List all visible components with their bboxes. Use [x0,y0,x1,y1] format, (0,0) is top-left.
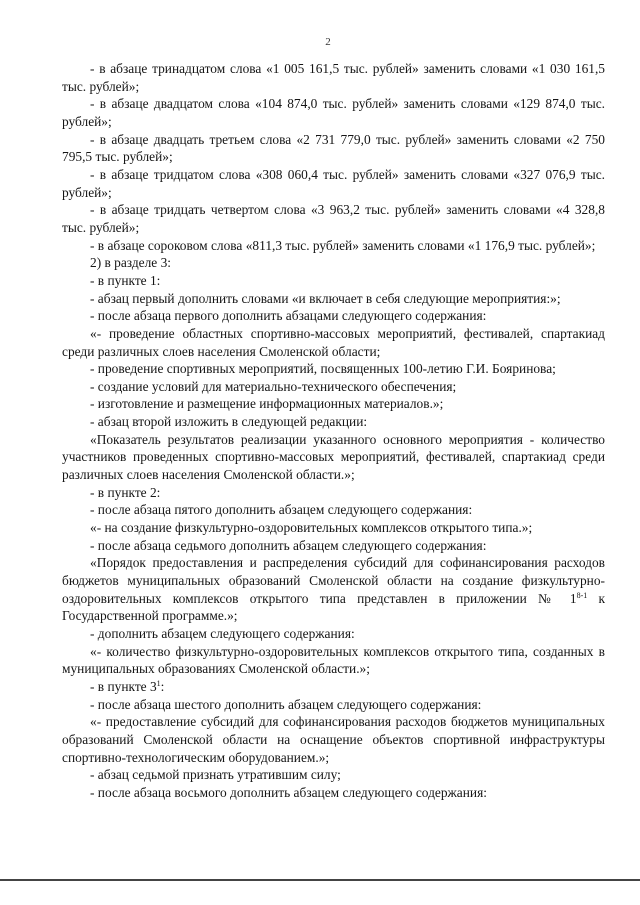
paragraph: - абзац второй изложить в следующей редакции: [90,414,368,430]
paragraph: - абзац первый дополнить словами «и включает в себя следующие мероприятия:»; [90,290,561,306]
paragraph: - проведение спортивных мероприятий, посвященных 100-летию Г.И. Бояринова; [90,361,556,377]
paragraph: «- проведение областных спортивно-массовых мероприятий, фестивалей, спартакиад среди различных слоев населения Смоленской области; [62,325,605,359]
paragraph: 2) в разделе 3: [90,255,172,271]
paragraph: - в абзаце двадцатом слова «104 874,0 тыс. рублей» заменить словами «129 874,0 тыс. рублей»; [62,96,605,129]
order-text-end: к Государственной программе.»; [62,590,605,624]
paragraph: - после абзаца восьмого дополнить абзацем следующего содержания: [90,784,487,800]
paragraph: - в абзаце сороковом слова «811,3 тыс. рублей» заменить словами «1 176,9 тыс. рублей»; [90,237,596,253]
paragraph: - в пункте 1: [90,272,161,288]
point3-paragraph [62,678,605,696]
order-paragraph [62,554,605,625]
paragraph: - после абзаца шестого дополнить абзацем следующего содержания: [90,696,482,712]
paragraph: - в абзаце тридцать четвертом слова «3 963,2 тыс. рублей» заменить словами «4 328,8 тыс. рублей»; [62,202,605,235]
paragraph: - абзац седьмой признать утратившим силу; [90,767,341,783]
paragraph: - в абзаце двадцать третьем слова «2 731 779,0 тыс. рублей» заменить словами «2 750 795,5 тыс. рублей»; [62,131,605,165]
paragraph: - в пункте 2: [90,484,161,500]
paragraph: «Показатель результатов реализации указанного основного мероприятия - количество участников проведенных спортивно-массовых мероприятий, фестивалей, спартакиад среди различных слоев населения Смоленской области.»; [62,431,605,483]
paragraph: «- предоставление субсидий для софинансирования расходов бюджетов муниципальных образований Смоленской области на оснащение объектов спортивной инфраструктуры спортивно-технологическим оборудованием.»; [62,714,605,765]
paragraph: - после абзаца пятого дополнить абзацем следующего содержания: [90,502,473,518]
point3-superscript: 1 [156,678,161,688]
document-body [62,60,605,802]
paragraph: - создание условий для материально-технического обеспечения; [90,378,457,394]
page-number: 2 [325,36,331,48]
scan-edge-line [0,879,640,881]
paragraph: - дополнить абзацем следующего содержания: [90,626,355,641]
paragraph: - изготовление и размещение информационных материалов.»; [90,396,444,412]
paragraph: «- на создание физкультурно-оздоровительных комплексов открытого типа.»; [90,520,533,536]
point3-text: - в пункте 3 [90,678,157,694]
paragraph: «- количество физкультурно-оздоровительных комплексов открытого типа, созданных в муниципальных образованиях Смоленской области.»; [62,643,605,677]
paragraph: - после абзаца первого дополнить абзацами следующего содержания: [90,308,487,324]
order-text: «Порядок предоставления и распределения субсидий для софинансирования расходов бюджетов муниципальных образований Смоленской области на создание физкультурно-оздоровительных комплексов открытого типа представлен в приложении № 1 [62,555,605,606]
point3-colon: : [160,678,165,694]
paragraph: - в абзаце тридцатом слова «308 060,4 тыс. рублей» заменить словами «327 076,9 тыс. рублей»; [62,166,605,200]
appendix-superscript: 8-1 [576,590,588,600]
paragraph: - после абзаца седьмого дополнить абзацем следующего содержания: [90,537,487,553]
paragraph: - в абзаце тринадцатом слова «1 005 161,5 тыс. рублей» заменить словами «1 030 161,5 тыс. рублей»; [62,61,605,94]
